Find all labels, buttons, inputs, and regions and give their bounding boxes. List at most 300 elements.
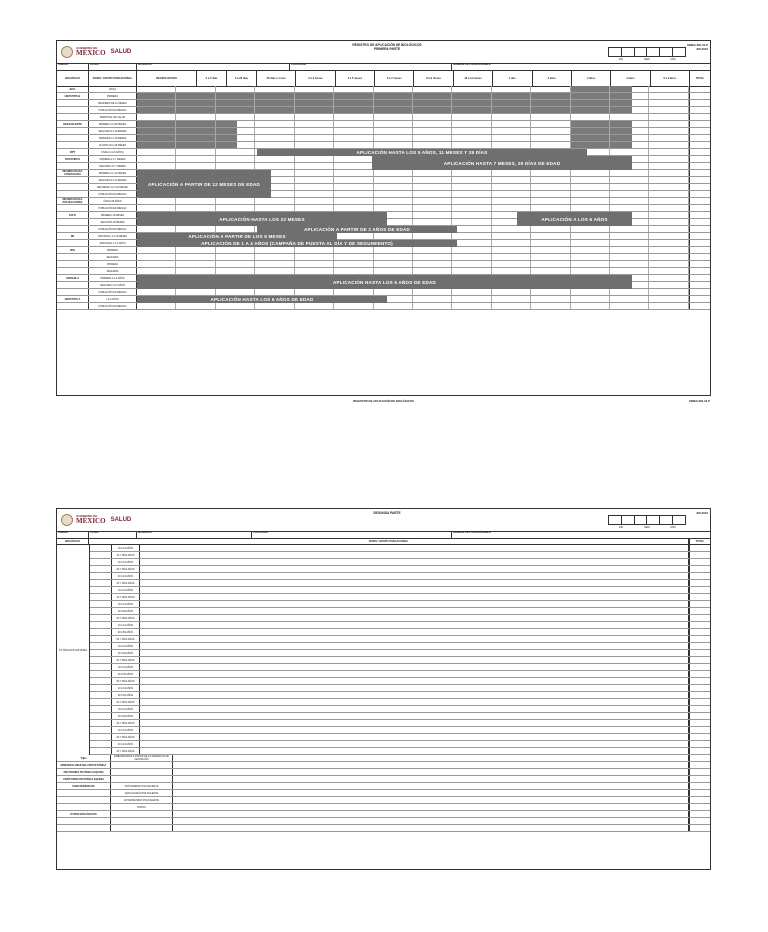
row-entry-cell[interactable] xyxy=(173,818,689,824)
row-total-cell[interactable] xyxy=(689,615,710,621)
row-total-cell[interactable] xyxy=(689,755,710,761)
row-entry-cell[interactable] xyxy=(140,594,689,600)
row-biologico: Tdpa xyxy=(57,755,111,761)
row-cells[interactable] xyxy=(137,261,689,267)
col-biologico: BIOLÓGICO xyxy=(57,70,89,86)
row-biologico xyxy=(57,128,89,134)
row-total-cell[interactable] xyxy=(689,135,710,141)
table-row xyxy=(57,776,710,783)
row-total-cell[interactable] xyxy=(689,692,710,698)
row-entry-cell[interactable] xyxy=(140,727,689,733)
row-age: 20 Y MÁS AÑOS xyxy=(112,552,140,558)
field-localidad[interactable]: LOCALIDAD xyxy=(252,531,452,538)
row-entry-cell[interactable] xyxy=(140,636,689,642)
sheet-header xyxy=(57,509,710,532)
row-cells[interactable] xyxy=(137,121,689,127)
row-total-cell[interactable] xyxy=(689,601,710,607)
row-cells[interactable] xyxy=(137,254,689,260)
row-entry-cell[interactable] xyxy=(140,580,689,586)
row-total-cell[interactable] xyxy=(689,804,710,810)
table-row xyxy=(57,601,710,608)
table-row xyxy=(57,261,710,268)
row-entry-cell[interactable] xyxy=(140,587,689,593)
td-table-body xyxy=(57,538,710,869)
row-entry-cell[interactable] xyxy=(173,769,689,775)
row-entry-cell[interactable] xyxy=(140,559,689,565)
row-dosis: ÚNICA xyxy=(89,86,137,92)
col-dosis: DOSIS / GRUPO POBLACIONAL xyxy=(89,70,137,86)
row-dosis: OTROS xyxy=(111,804,173,810)
table-row xyxy=(57,580,710,587)
row-entry-cell[interactable] xyxy=(140,601,689,607)
row-entry-cell[interactable] xyxy=(173,762,689,768)
row-total-cell[interactable] xyxy=(689,261,710,267)
table-row xyxy=(57,268,710,275)
row-total-cell[interactable] xyxy=(689,545,710,551)
row-total-cell[interactable] xyxy=(689,699,710,705)
column-header-row xyxy=(57,70,710,87)
field-unidad[interactable]: UNIDAD xyxy=(57,531,89,538)
row-total-cell[interactable] xyxy=(689,678,710,684)
row-entry-cell[interactable] xyxy=(140,748,689,754)
field-localidad[interactable]: LOCALIDAD xyxy=(290,63,452,70)
table-row xyxy=(57,790,710,797)
date-input-boxes[interactable] xyxy=(608,47,686,57)
col-6-28-dias: 6 a 28 días xyxy=(227,70,257,86)
row-total-cell[interactable] xyxy=(689,811,710,817)
row-biologico: HEPATITIS A xyxy=(57,296,89,302)
row-biologico: ANTITOXINA TETÁNICA EQUINA xyxy=(57,769,111,775)
field-clues[interactable]: CLUES xyxy=(89,531,137,538)
row-total-cell[interactable] xyxy=(689,685,710,691)
row-total-cell[interactable] xyxy=(689,163,710,169)
row-cells[interactable] xyxy=(137,107,689,113)
row-dosis: PRIMERA 2 A 12 MESES xyxy=(89,170,137,176)
table-row xyxy=(57,636,710,643)
row-cells[interactable] xyxy=(137,247,689,253)
table-row xyxy=(57,734,710,741)
row-cells[interactable] xyxy=(137,86,689,92)
table-row xyxy=(57,622,710,629)
row-dosis: SEGUNDA 4 A 12 MESES xyxy=(89,177,137,183)
row-biologico: ANTITOXINA DIFTÉRICA EQUINA xyxy=(57,776,111,782)
row-total-cell[interactable] xyxy=(689,587,710,593)
row-entry-cell[interactable] xyxy=(140,734,689,740)
date-label-year: AÑO xyxy=(670,58,676,61)
sheet-header xyxy=(57,41,710,64)
logo-salud: SALUD xyxy=(110,517,132,523)
gobierno-mexico-logo xyxy=(61,513,139,527)
form-sheet-segunda-parte xyxy=(56,508,711,870)
row-biologico xyxy=(57,261,89,267)
instruction-band: APLICACIÓN HASTA LOS 5 AÑOS, 11 MESES Y 29 DÍAS xyxy=(257,149,587,156)
row-total-cell[interactable] xyxy=(689,608,710,614)
row-entry-cell[interactable] xyxy=(173,797,689,803)
table-row xyxy=(57,587,710,594)
row-age: 10 A 19 AÑOS xyxy=(112,727,140,733)
row-entry-cell[interactable] xyxy=(140,685,689,691)
row-total-cell[interactable] xyxy=(689,762,710,768)
row-total-cell[interactable] xyxy=(689,114,710,120)
row-total-cell[interactable] xyxy=(689,86,710,92)
table-row xyxy=(57,559,710,566)
form-title xyxy=(297,511,477,515)
row-dose-group xyxy=(89,643,112,649)
row-total-cell[interactable] xyxy=(689,769,710,775)
row-entry-cell[interactable] xyxy=(173,790,689,796)
row-age: 20 Y MÁS AÑOS xyxy=(112,734,140,740)
col-8-9-meses: 8 a 9 meses xyxy=(414,70,453,86)
table-row xyxy=(57,86,710,93)
row-total-cell[interactable] xyxy=(689,776,710,782)
row-dose-group xyxy=(89,678,112,684)
date-label-day: DÍA xyxy=(618,526,624,529)
row-total-cell[interactable] xyxy=(689,818,710,824)
row-age: 60 Y MÁS AÑOS xyxy=(112,636,140,642)
table-row xyxy=(57,762,710,769)
row-dose-group xyxy=(89,629,112,635)
row-total-cell[interactable] xyxy=(689,650,710,656)
row-total-cell[interactable] xyxy=(689,142,710,148)
row-age: 10 A 19 AÑOS xyxy=(112,587,140,593)
row-entry-cell[interactable] xyxy=(140,678,689,684)
row-dose-group xyxy=(89,552,112,558)
col-1-ano: 1 año xyxy=(493,70,532,86)
row-entry-cell[interactable] xyxy=(140,741,689,747)
row-biologico xyxy=(57,825,111,831)
row-total-cell[interactable] xyxy=(689,643,710,649)
table-row xyxy=(57,566,710,573)
row-dose-group xyxy=(89,671,112,677)
row-cells[interactable] xyxy=(137,205,689,211)
row-total-cell[interactable] xyxy=(689,93,710,99)
table-row xyxy=(57,121,710,128)
row-biologico xyxy=(57,797,111,803)
col-recien-nacido-label: RECIÉN NACIDO xyxy=(156,76,177,80)
row-cells[interactable] xyxy=(137,303,689,309)
row-entry-cell[interactable] xyxy=(173,804,689,810)
row-total-cell[interactable] xyxy=(689,657,710,663)
row-dosis: POBLACIÓN EN RIESGO xyxy=(89,107,137,113)
row-biologico: OTROS BIOLÓGICOS xyxy=(57,811,111,817)
row-total-cell[interactable] xyxy=(689,664,710,670)
row-biologico xyxy=(57,177,89,183)
date-label-day: DÍA xyxy=(618,58,624,61)
row-total-cell[interactable] xyxy=(689,629,710,635)
field-responsable[interactable]: NOMBRE DEL RESPONSABLE xyxy=(453,63,491,66)
row-total-cell[interactable] xyxy=(689,275,710,281)
row-entry-cell[interactable] xyxy=(173,776,689,782)
row-total-cell[interactable] xyxy=(689,552,710,558)
row-dose-group xyxy=(89,559,112,565)
row-dosis: PRIMERA 1 A 4 AÑOS xyxy=(89,275,137,281)
row-entry-cell[interactable] xyxy=(140,706,689,712)
table-row xyxy=(57,128,710,135)
row-age: 10 A 19 AÑOS xyxy=(112,573,140,579)
row-biologico xyxy=(57,282,89,288)
table-row xyxy=(57,706,710,713)
row-entry-cell[interactable] xyxy=(173,825,689,831)
row-total-cell[interactable] xyxy=(689,268,710,274)
row-total-cell[interactable] xyxy=(689,282,710,288)
row-biologico xyxy=(57,107,89,113)
vaccine-table-body xyxy=(57,86,710,395)
row-total-cell[interactable] xyxy=(689,240,710,246)
row-cells[interactable] xyxy=(137,100,689,106)
col-2-5-dias: 2 a 5 días xyxy=(197,70,227,86)
row-entry-cell[interactable] xyxy=(140,692,689,698)
row-total-cell[interactable] xyxy=(689,741,710,747)
row-total-cell[interactable] xyxy=(689,289,710,295)
row-age: 10 A 19 AÑOS xyxy=(112,664,140,670)
row-entry-cell[interactable] xyxy=(140,699,689,705)
instruction-band: APLICACIÓN A LOS 6 AÑOS xyxy=(517,212,632,226)
row-entry-cell[interactable] xyxy=(140,545,689,551)
row-cells[interactable] xyxy=(137,289,689,295)
date-label-month: MES xyxy=(644,526,650,529)
row-entry-cell[interactable] xyxy=(140,664,689,670)
row-biologico: NEUMOCÓCICA CONJUGADA xyxy=(57,170,89,176)
row-dosis: 1 A 6 AÑOS xyxy=(89,296,137,302)
table-row xyxy=(57,142,710,149)
row-dosis: PRIMERA 2 A 7 MESES xyxy=(89,156,137,162)
row-total-cell[interactable] xyxy=(689,783,710,789)
row-total-cell[interactable] xyxy=(689,706,710,712)
row-total-cell[interactable] xyxy=(689,573,710,579)
row-age: 20 Y MÁS AÑOS xyxy=(112,594,140,600)
date-input-boxes[interactable] xyxy=(608,515,686,525)
eagle-seal-icon xyxy=(61,514,73,526)
row-total-cell[interactable] xyxy=(689,191,710,197)
row-entry-cell[interactable] xyxy=(140,720,689,726)
row-entry-cell[interactable] xyxy=(173,755,689,761)
row-total-cell[interactable] xyxy=(689,303,710,309)
form-title-line2: PRIMERA PARTE xyxy=(373,47,401,51)
row-total-cell[interactable] xyxy=(689,594,710,600)
row-dosis: POBLACIÓN EN RIESGO xyxy=(89,205,137,211)
table-row xyxy=(57,769,710,776)
row-entry-cell[interactable] xyxy=(140,552,689,558)
row-biologico xyxy=(57,184,89,190)
row-dosis: POBLACIÓN EN RIESGO xyxy=(89,191,137,197)
row-dosis: SEGUNDA 4 A 6 AÑOS xyxy=(89,282,137,288)
row-entry-cell[interactable] xyxy=(140,615,689,621)
row-total-cell[interactable] xyxy=(689,219,710,225)
row-age: 10 A 19 AÑOS xyxy=(112,559,140,565)
row-biologico xyxy=(57,790,111,796)
field-unidad[interactable]: UNIDAD xyxy=(57,63,89,70)
row-dosis: PRIMERA xyxy=(89,261,137,267)
row-dosis: PERSONAL DE SALUD xyxy=(89,114,137,120)
row-dosis: ÚNICA (4 A 6 AÑOS) xyxy=(89,149,137,155)
row-cells[interactable] xyxy=(137,114,689,120)
form-title xyxy=(297,43,477,51)
row-dosis xyxy=(111,762,173,768)
row-dosis: ADICIONAL 1 A 4 AÑOS xyxy=(89,240,137,246)
col-4-anos: 4 años xyxy=(611,70,650,86)
row-total-cell[interactable] xyxy=(689,727,710,733)
row-biologico xyxy=(57,226,89,232)
row-age: 20 Y MÁS AÑOS xyxy=(112,580,140,586)
row-biologico xyxy=(57,163,89,169)
row-total-cell[interactable] xyxy=(689,184,710,190)
table-row xyxy=(57,755,710,762)
row-dose-group xyxy=(89,636,112,642)
row-total-cell[interactable] xyxy=(689,825,710,831)
field-municipio[interactable]: MUNICIPIO xyxy=(137,63,290,70)
row-dose-group xyxy=(89,734,112,740)
row-entry-cell[interactable] xyxy=(140,643,689,649)
table-row xyxy=(57,205,710,212)
row-dosis: PRIMERA xyxy=(89,247,137,253)
gobierno-mexico-logo xyxy=(61,45,139,59)
row-entry-cell[interactable] xyxy=(173,811,689,817)
row-dosis xyxy=(111,825,173,831)
row-biologico: FABOTERÁPICOS xyxy=(57,783,111,789)
row-total-cell[interactable] xyxy=(689,226,710,232)
row-total-cell[interactable] xyxy=(689,100,710,106)
col-3-anos: 3 años xyxy=(572,70,611,86)
row-age: 10 A 19 AÑOS xyxy=(112,643,140,649)
row-cells[interactable] xyxy=(137,268,689,274)
row-entry-cell[interactable] xyxy=(140,629,689,635)
row-age: 60 Y MÁS AÑOS xyxy=(112,678,140,684)
row-entry-cell[interactable] xyxy=(140,650,689,656)
col-10-11-meses: 10 a 11 meses xyxy=(454,70,493,86)
row-age: 20 A 59 AÑOS xyxy=(112,608,140,614)
row-total-cell[interactable] xyxy=(689,580,710,586)
row-dose-group xyxy=(89,587,112,593)
row-age: 10 A 19 AÑOS xyxy=(112,706,140,712)
row-dosis: MENORES DE 12 MESES xyxy=(89,100,137,106)
row-total-cell[interactable] xyxy=(689,720,710,726)
footer-code: SINBA-SIS-04-P xyxy=(689,399,710,403)
row-biologico: NEUMOCÓCICA POLISACÁRIDA xyxy=(57,198,89,204)
table-row xyxy=(57,692,710,699)
table-row xyxy=(57,107,710,114)
row-total-cell[interactable] xyxy=(689,559,710,565)
row-total-cell[interactable] xyxy=(689,713,710,719)
row-biologico xyxy=(57,100,89,106)
row-total-cell[interactable] xyxy=(689,233,710,239)
row-dose-group xyxy=(89,748,112,754)
instruction-band: APLICACIÓN HASTA LOS 6 AÑOS DE EDAD xyxy=(137,275,632,289)
row-cells[interactable] xyxy=(137,93,689,99)
row-total-cell[interactable] xyxy=(689,671,710,677)
row-total-cell[interactable] xyxy=(689,107,710,113)
row-total-cell[interactable] xyxy=(689,790,710,796)
row-total-cell[interactable] xyxy=(689,748,710,754)
row-biologico: S.R.P. xyxy=(57,212,89,218)
row-dose-group xyxy=(89,692,112,698)
form-code xyxy=(696,511,708,515)
table-row xyxy=(57,643,710,650)
row-total-cell[interactable] xyxy=(689,156,710,162)
row-total-cell[interactable] xyxy=(689,566,710,572)
row-total-cell[interactable] xyxy=(689,247,710,253)
row-entry-cell[interactable] xyxy=(140,566,689,572)
row-biologico xyxy=(57,254,89,260)
date-label-year: AÑO xyxy=(670,526,676,529)
row-dosis: ADICIONAL 1 A 11 MESES xyxy=(89,233,137,239)
row-cells[interactable] xyxy=(137,135,689,141)
row-biologico: VPH xyxy=(57,247,89,253)
instruction-band: APLICACIÓN HASTA LOS 23 MESES xyxy=(137,212,387,226)
row-total-cell[interactable] xyxy=(689,198,710,204)
row-total-cell[interactable] xyxy=(689,212,710,218)
row-cells[interactable] xyxy=(137,198,689,204)
table-row xyxy=(57,254,710,261)
row-total-cell[interactable] xyxy=(689,205,710,211)
field-municipio[interactable]: MUNICIPIO xyxy=(137,531,252,538)
form-title-line1: SEGUNDA PARTE xyxy=(373,511,401,515)
row-entry-cell[interactable] xyxy=(140,671,689,677)
row-total-cell[interactable] xyxy=(689,622,710,628)
row-biologico xyxy=(57,135,89,141)
row-entry-cell[interactable] xyxy=(140,713,689,719)
row-age: 10 A 19 AÑOS xyxy=(112,545,140,551)
row-entry-cell[interactable] xyxy=(140,608,689,614)
row-age: 20 Y MÁS AÑOS xyxy=(112,566,140,572)
group-label-td: Td TÉTANOS DIFTERIA xyxy=(57,545,90,755)
instruction-band: APLICACIÓN A PARTIR DE 2 AÑOS DE EDAD xyxy=(257,226,457,233)
col-total: TOTAL xyxy=(695,76,705,80)
table-row xyxy=(57,303,710,310)
row-biologico xyxy=(57,240,89,246)
row-biologico xyxy=(57,818,111,824)
row-entry-cell[interactable] xyxy=(140,622,689,628)
row-dose-group xyxy=(89,727,112,733)
row-age: 60 Y MÁS AÑOS xyxy=(112,720,140,726)
field-clues[interactable]: CLUES xyxy=(89,63,137,70)
row-total-cell[interactable] xyxy=(689,121,710,127)
row-age: 20 A 59 AÑOS xyxy=(112,650,140,656)
row-dosis: REFUERZO 12 A 18 MESES xyxy=(89,184,137,190)
col-2-anos: 2 años xyxy=(533,70,572,86)
col-2-3-meses: 2 a 3 meses xyxy=(296,70,335,86)
table-row xyxy=(57,699,710,706)
form-sheet-primera-parte xyxy=(56,40,711,403)
row-total-cell[interactable] xyxy=(689,128,710,134)
row-entry-cell[interactable] xyxy=(140,657,689,663)
row-total-cell[interactable] xyxy=(689,636,710,642)
row-biologico xyxy=(57,142,89,148)
row-total-cell[interactable] xyxy=(689,797,710,803)
row-cells[interactable] xyxy=(137,128,689,134)
row-total-cell[interactable] xyxy=(689,254,710,260)
table-row xyxy=(57,114,710,121)
row-total-cell[interactable] xyxy=(689,170,710,176)
row-dose-group xyxy=(89,706,112,712)
row-total-cell[interactable] xyxy=(689,734,710,740)
row-total-cell[interactable] xyxy=(689,149,710,155)
table-row xyxy=(57,247,710,254)
row-cells[interactable] xyxy=(137,142,689,148)
row-dose-group xyxy=(89,573,112,579)
row-entry-cell[interactable] xyxy=(173,783,689,789)
col-total: TOTAL xyxy=(689,538,710,544)
row-entry-cell[interactable] xyxy=(140,573,689,579)
row-total-cell[interactable] xyxy=(689,177,710,183)
field-responsable[interactable]: NOMBRE DEL RESPONSABLE xyxy=(453,531,491,534)
table-row xyxy=(57,615,710,622)
row-biologico: DPT xyxy=(57,149,89,155)
logo-salud: SALUD xyxy=(110,49,132,55)
row-total-cell[interactable] xyxy=(689,296,710,302)
table-row xyxy=(57,93,710,100)
row-dosis: ÚNICA 65 AÑOS xyxy=(89,198,137,204)
row-age: 60 Y MÁS AÑOS xyxy=(112,699,140,705)
